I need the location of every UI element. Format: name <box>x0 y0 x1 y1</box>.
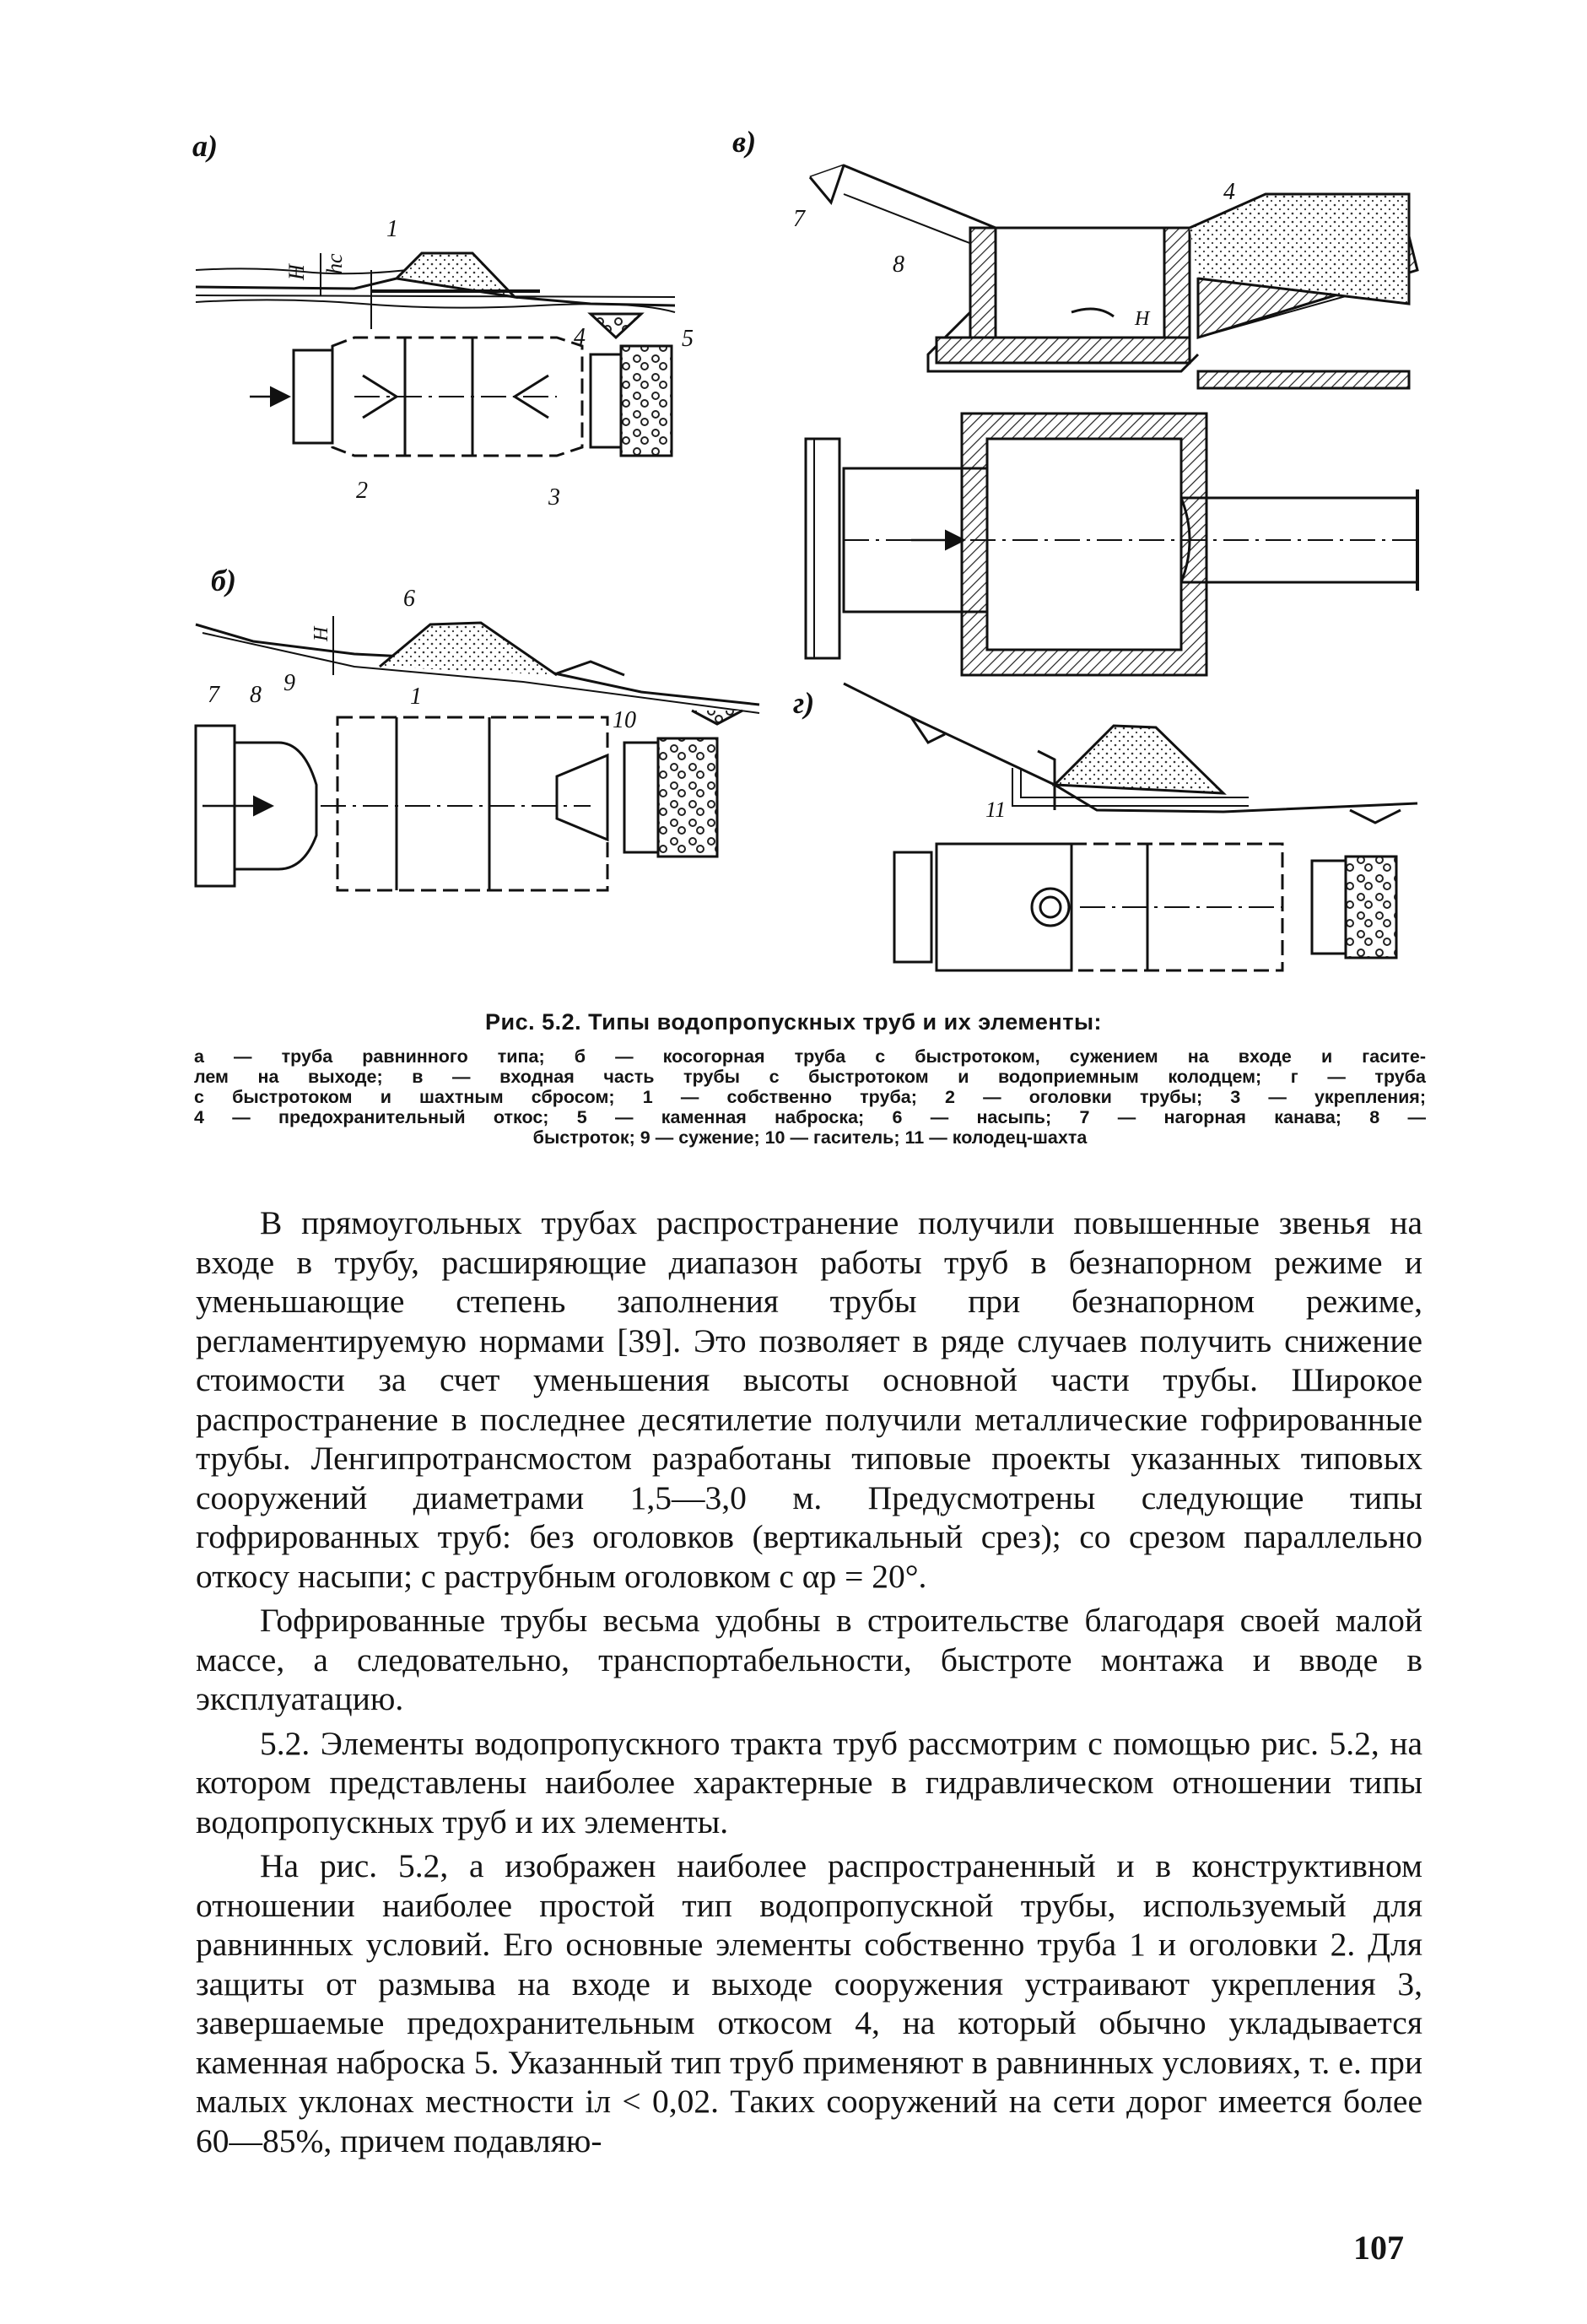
panel-a <box>192 129 694 511</box>
figure-legend <box>194 1046 1426 1148</box>
panel-label-v: в) <box>732 125 757 159</box>
panel-v <box>732 125 1417 675</box>
marker-3-a: 3 <box>548 484 560 511</box>
body-text <box>196 1203 1422 2160</box>
panel-g-plan <box>894 844 1396 970</box>
marker-H-v: H <box>1135 308 1150 330</box>
legend-line: 4 — предохранительный откос; 5 — каменная наброска; 6 — насыпь; 7 — нагорная канава; 8 — <box>194 1107 1426 1127</box>
marker-5-a: 5 <box>682 326 694 352</box>
marker-9-b: 9 <box>283 670 295 696</box>
marker-4-a: 4 <box>574 324 586 350</box>
paragraph: На рис. 5.2, а изображен наиболее распространенный и в конструктивном отношении наиболее простой тип водопропускной трубы, используемый для равнинных условий. Его основные элементы собственно труба 1 и оголовки 2. Для защиты от размыва на входе и выходе сооружения устраивают укрепления 3, завершаемые предохранительным откосом 4, на который обычно укладывается каменная наброска 5. Указанный тип труб применяют в равнинных условиях, т. е. при малых уклонах местности iл < 0,02. Таких сооружений на сети дорог имеется более 60—85%, причем подавляю- <box>196 1847 1422 2159</box>
panel-v-plan <box>806 413 1417 675</box>
panel-g <box>793 684 1417 970</box>
marker-11-g: 11 <box>985 797 1007 822</box>
panel-b-profile <box>196 616 759 724</box>
panel-a-profile <box>196 253 675 338</box>
panel-label-a: а) <box>192 129 218 163</box>
figure-caption-title: Рис. 5.2. Типы водопропускных труб и их элементы: <box>485 1009 1102 1035</box>
panel-b-plan <box>196 717 717 890</box>
panel-label-g: г) <box>793 686 815 720</box>
marker-1-a: 1 <box>386 216 398 242</box>
legend-line: лем на выходе; в — входная часть трубы с быстротоком и водоприемным колодцем; г — труба <box>194 1067 1426 1087</box>
marker-10-b: 10 <box>613 707 636 733</box>
marker-1-b: 1 <box>410 684 422 710</box>
panel-g-profile <box>844 684 1417 823</box>
marker-4-v: 4 <box>1223 179 1235 205</box>
marker-H-a: H <box>284 264 309 280</box>
page-number: 107 <box>1353 2229 1404 2267</box>
paragraph: Гофрированные трубы весьма удобны в строительстве благодаря своей малой массе, а следовательно, транспортабельности, быстроте монтажа и вводе в эксплуатацию. <box>196 1602 1422 1717</box>
paragraph: 5.2. Элементы водопропускного тракта труб рассмотрим с помощью рис. 5.2, на котором представлены наиболее характерные в гидравлическом отношении типы водопропускных труб и их элементы. <box>196 1724 1422 1840</box>
marker-7-b: 7 <box>208 682 219 708</box>
marker-6-b: 6 <box>403 586 415 612</box>
marker-H-b: H <box>310 626 332 641</box>
panel-b <box>196 564 759 890</box>
legend-line: быстроток; 9 — сужение; 10 — гаситель; 11 — колодец-шахта <box>532 1127 1088 1148</box>
panel-label-b: б) <box>211 564 236 597</box>
legend-line: с быстротоком и шахтным сбросом; 1 — собственно труба; 2 — оголовки трубы; 3 — укрепления; <box>194 1087 1426 1107</box>
legend-line: а — труба равнинного типа; б — косогорная труба с быстротоком, сужением на входе и гасите- <box>194 1046 1426 1067</box>
marker-2-a: 2 <box>356 478 368 504</box>
figure-5-2 <box>0 0 1587 1004</box>
marker-7-v: 7 <box>793 206 805 232</box>
paragraph: В прямоугольных трубах распространение получили повышенные звенья на входе в трубу, расширяющие диапазон работы труб в безнапорном режиме и уменьшающие степень заполнения трубы при безнапорном режиме, регламентируемую нормами [39]. Это позволяет в ряде случаев получить снижение стоимости за счет уменьшения высоты основной части трубы. Широкое распространение в последнее десятилетие получили металлические гофрированные трубы. Ленгипротрансмостом разработаны типовые проекты указанных типовых сооружений диаметрами 1,5—3,0 м. Предусмотрены следующие типы гофрированных труб: без оголовков (вертикальный срез); со срезом параллельно откосу насыпи; с раструбным оголовком с αр = 20°. <box>196 1204 1422 1595</box>
marker-hc-a: hс <box>322 253 347 274</box>
marker-8-v: 8 <box>893 251 904 278</box>
marker-8-b: 8 <box>250 682 262 708</box>
panel-a-plan <box>250 338 672 456</box>
